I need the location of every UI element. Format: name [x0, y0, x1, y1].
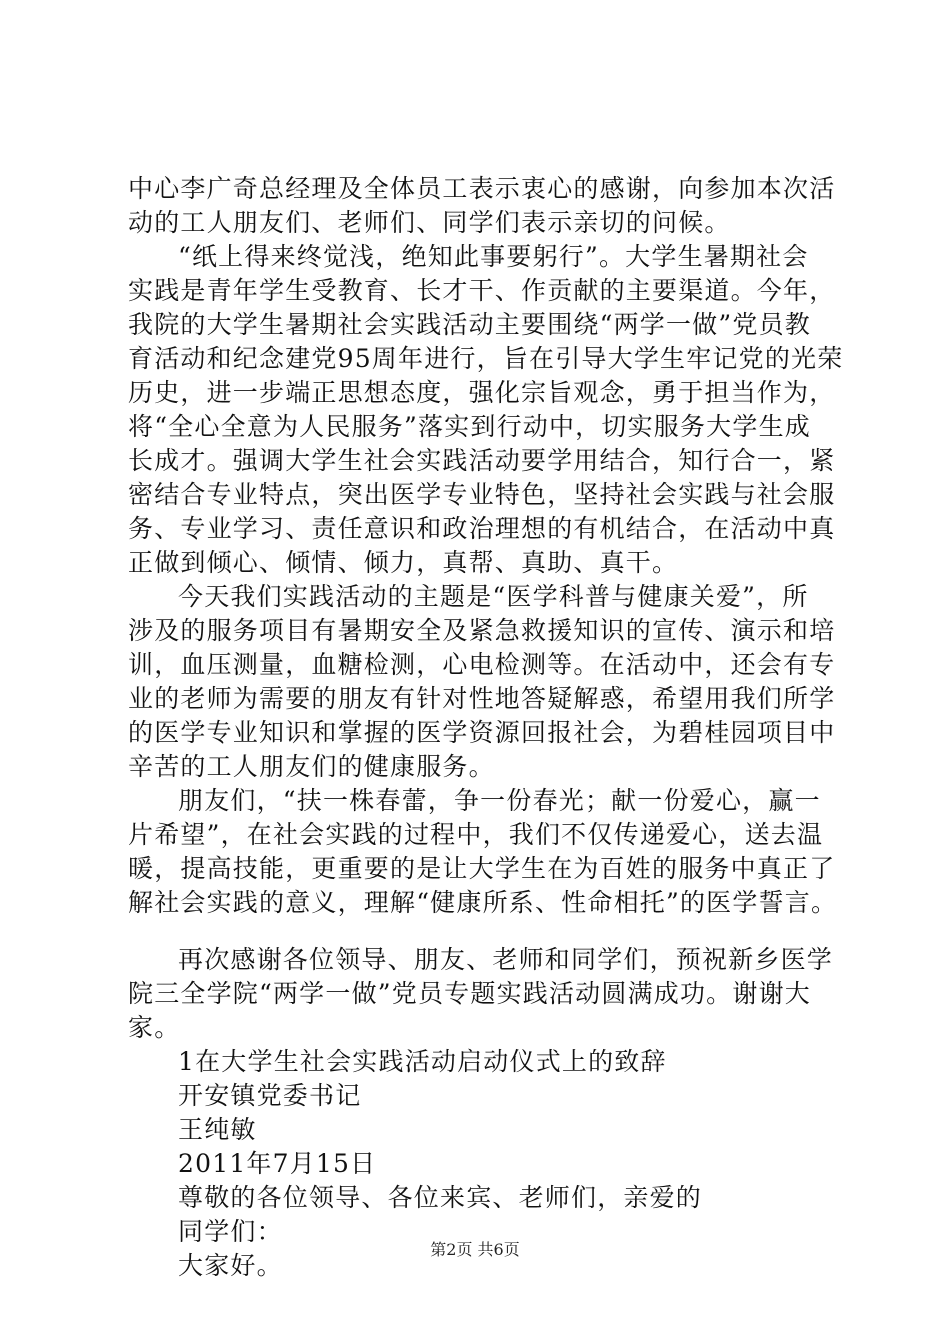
body-text-line: 家。	[128, 1013, 181, 1042]
body-text-line: 今天我们实践活动的主题是“医学科普与健康关爱”，所	[178, 582, 809, 611]
speech-title: 1在大学生社会实践活动启动仪式上的致辞	[178, 1047, 667, 1076]
body-text-line: 再次感谢各位领导、朋友、老师和同学们，预祝新乡医学	[178, 945, 834, 974]
body-text-line: 辛苦的工人朋友们的健康服务。	[128, 752, 495, 781]
body-text-line: 暖，提高技能，更重要的是让大学生在为百姓的服务中真正了	[128, 854, 836, 883]
body-text-line: 朋友们，“扶一株春蕾，争一份春光；献一份爱心，赢一	[178, 786, 821, 815]
body-text-line: “纸上得来终觉浅，绝知此事要躬行”。大学生暑期社会	[178, 242, 809, 271]
body-text-line: 涉及的服务项目有暑期安全及紧急救援知识的宣传、演示和培	[128, 616, 836, 645]
body-text-line: 将“全心全意为人民服务”落实到行动中，切实服务大学生成	[128, 412, 811, 441]
body-text-line: 务、专业学习、责任意识和政治理想的有机结合，在活动中真	[128, 514, 836, 543]
body-text-line: 密结合专业特点，突出医学专业特色，坚持社会实践与社会服	[128, 480, 836, 509]
body-text-line: 我院的大学生暑期社会实践活动主要围绕“两学一做”党员教	[128, 310, 811, 339]
speaker-name: 王纯敏	[178, 1115, 257, 1144]
body-text-line: 正做到倾心、倾情、倾力，真帮、真助、真干。	[128, 548, 679, 577]
salutation-line: 尊敬的各位领导、各位来宾、老师们，亲爱的	[178, 1183, 703, 1212]
greeting-line: 大家好。	[178, 1251, 283, 1280]
body-text-line: 长成才。强调大学生社会实践活动要学用结合，知行合一，紧	[128, 446, 836, 475]
body-text-line: 院三全学院“两学一做”党员专题实践活动圆满成功。谢谢大	[128, 979, 811, 1008]
body-text-line: 育活动和纪念建党95周年进行，旨在引导大学生牢记党的光荣	[128, 344, 844, 373]
body-text-line: 实践是青年学生受教育、长才干、作贡献的主要渠道。今年，	[128, 276, 836, 305]
body-text-line: 解社会实践的意义，理解“健康所系、性命相托”的医学誓言。	[128, 888, 838, 917]
body-text-line: 的医学专业知识和掌握的医学资源回报社会，为碧桂园项目中	[128, 718, 836, 747]
speech-date: 2011年7月15日	[178, 1149, 377, 1178]
speaker-position: 开安镇党委书记	[178, 1081, 362, 1110]
body-text-line: 片希望”，在社会实践的过程中，我们不仅传递爱心，送去温	[128, 820, 824, 849]
body-text-line: 训，血压测量，血糖检测，心电检测等。在活动中，还会有专	[128, 650, 836, 679]
salutation-line: 同学们：	[178, 1217, 283, 1246]
body-text-line: 动的工人朋友们、老师们、同学们表示亲切的问候。	[128, 208, 731, 237]
body-text-line: 历史，进一步端正思想态度，强化宗旨观念，勇于担当作为，	[128, 378, 836, 407]
page-number-footer: 第2页 共6页	[430, 1240, 520, 1259]
body-text-line: 中心李广奇总经理及全体员工表示衷心的感谢，向参加本次活	[128, 174, 836, 203]
body-text-line: 业的老师为需要的朋友有针对性地答疑解惑，希望用我们所学	[128, 684, 836, 713]
